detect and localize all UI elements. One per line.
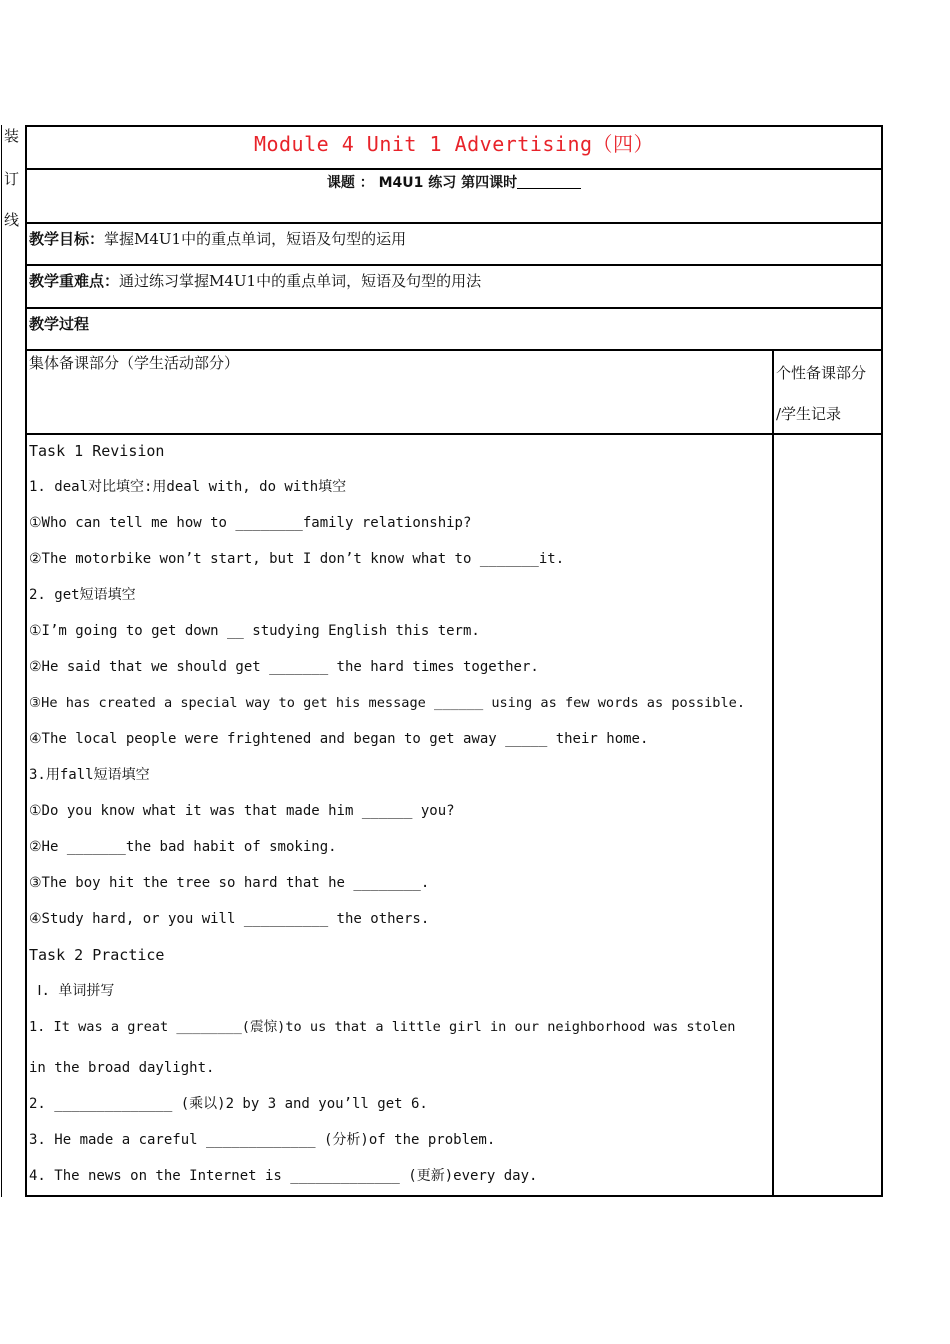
exercise-column: [27, 435, 774, 1195]
exercise-line: ②The motorbike won’t start, but I don’t know what to _______it.: [29, 551, 565, 567]
personal-prep-line-1: 个性备课部分: [776, 364, 867, 382]
page-title: Module 4 Unit 1 Advertising（四）: [253, 132, 655, 156]
left-column-header: [27, 351, 774, 433]
exercise-line: ③The boy hit the tree so hard that he ________.: [29, 875, 430, 891]
exercise-line: 2. get短语填空: [29, 587, 136, 603]
exercise-line: ①Who can tell me how to ________family relationship?: [29, 515, 472, 531]
process-row: [27, 309, 881, 351]
exercise-line: ④Study hard, or you will __________ the others.: [29, 911, 430, 927]
exercise-line: 3.用fall短语填空: [29, 767, 150, 783]
exercise-line: ②He said that we should get _______ the hard times together.: [29, 659, 539, 675]
teaching-goal: [27, 224, 881, 249]
binding-char: 订: [4, 170, 20, 188]
key-label: 教学重难点：: [29, 272, 120, 290]
teaching-key-points: [27, 266, 881, 291]
goal-row: [27, 224, 881, 266]
exercise-line: ①Do you know what it was that made him ______ you?: [29, 803, 455, 819]
lesson-table: [26, 125, 883, 1197]
exercise-line: 3. He made a careful _____________ (分析)of the problem.: [29, 1132, 496, 1148]
exercise-line: ②He _______the bad habit of smoking.: [29, 839, 337, 855]
binding-margin: [1, 125, 26, 1197]
subtitle-blank: [517, 174, 581, 189]
exercise-line: Ⅰ. 单词拼写: [29, 983, 115, 999]
group-prep-header: 集体备课部分（学生活动部分）: [29, 354, 240, 372]
exercise-line: 1. deal对比填空:用deal with, do with填空: [29, 479, 347, 495]
exercise-line: Task 2 Practice: [29, 946, 165, 964]
exercise-line: ④The local people were frightened and began to get away _____ their home.: [29, 731, 649, 747]
student-record-column: [774, 435, 881, 1195]
personal-prep-line-2: /学生记录: [776, 405, 842, 423]
teaching-process: [27, 309, 881, 334]
exercise-line: 1. It was a great ________(震惊)to us that a little girl in our neighborhood was stolen: [29, 1019, 736, 1035]
lesson-subtitle: [27, 170, 881, 194]
subtitle-row: [27, 170, 881, 224]
subtitle-label: 课题 ： M4U1 练习 第四课时: [326, 175, 518, 191]
key-row: [27, 266, 881, 309]
exercise-line: Task 1 Revision: [29, 442, 165, 460]
binding-char: 装: [4, 127, 20, 145]
title-row: [27, 127, 881, 170]
exercise-line: 2. ______________ (乘以)2 by 3 and you’ll get 6.: [29, 1096, 428, 1112]
right-column-header: [774, 351, 881, 433]
goal-text: 掌握M4U1中的重点单词，短语及句型的运用: [104, 230, 407, 248]
binding-char: 线: [4, 211, 20, 229]
process-label: 教学过程: [29, 315, 90, 333]
goal-label: 教学目标：: [29, 230, 105, 248]
exercise-line: ③He has created a special way to get his message ______ using as few words as possible.: [29, 695, 746, 711]
exercise-line: ①I’m going to get down __ studying English this term.: [29, 623, 480, 639]
key-text: 通过练习掌握M4U1中的重点单词，短语及句型的用法: [119, 272, 482, 290]
column-header-row: [27, 351, 881, 435]
exercise-line: 4. The news on the Internet is _____________ (更新)every day.: [29, 1168, 538, 1184]
content-row: [27, 435, 881, 1195]
personal-prep-header: [774, 351, 881, 435]
exercise-content: [29, 441, 772, 1202]
exercise-line: in the broad daylight.: [29, 1060, 215, 1076]
